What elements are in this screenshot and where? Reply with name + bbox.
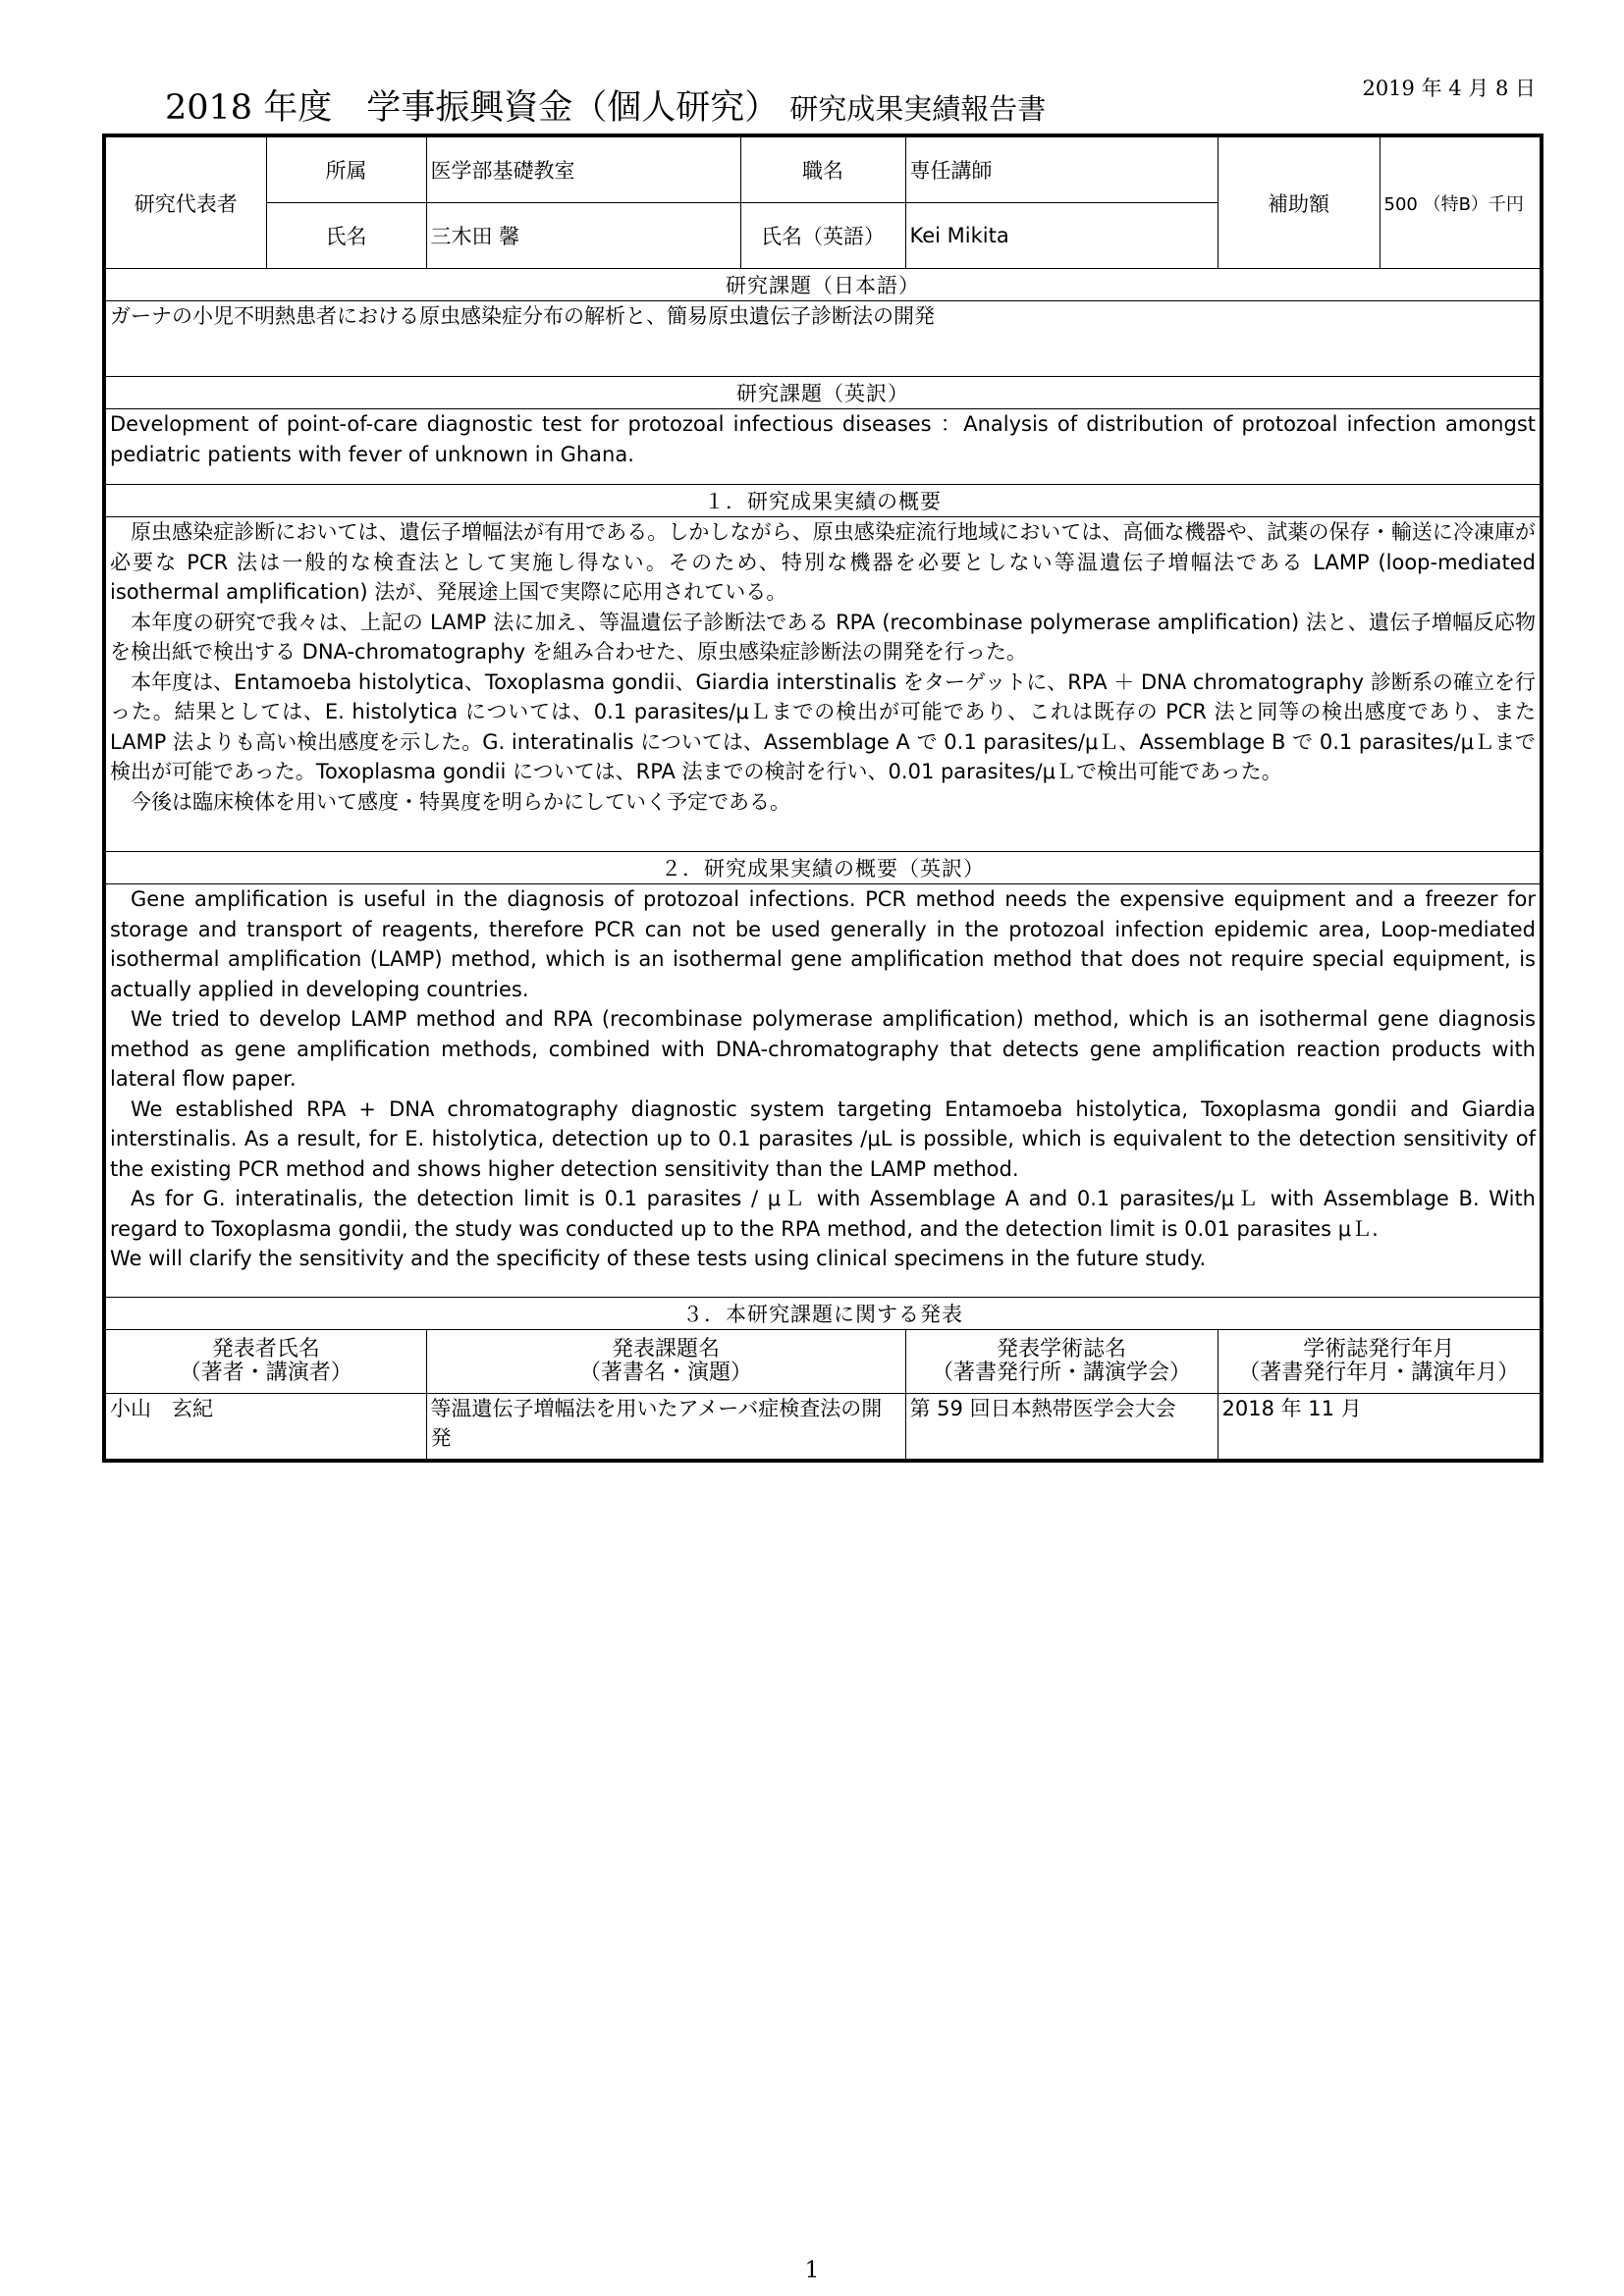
publications-title: ３．本研究課題に関する発表 [104,1298,1542,1330]
report-title-main: 2018 年度 学事振興資金（個人研究） [165,88,780,128]
summary-en-paragraph: Gene amplification is useful in the diagnosis of protozoal infections. PCR method needs the expensive equipment and a freezer for storage and transport of reagents, therefore PCR can not be used generally in the protozoal infection epidemic area, Loop-mediated isothermal amplification (LAMP) method, which is an isothermal gene amplification method that does not require special equipment, is actually applied in developing countries. [110,887,1536,1001]
page-number: 1 [804,2258,820,2283]
name-label: 氏名 [266,203,426,269]
summary-en-header-row [104,852,1542,884]
publication-row [104,1394,1542,1462]
summary-jp-body [104,517,1542,852]
grant-label: 補助額 [1218,135,1380,269]
pub-col-header-line: 発表学術誌名 [996,1337,1126,1362]
representative-row-1 [104,135,1542,203]
summary-en-title: ２．研究成果実績の概要（英訳） [104,852,1542,884]
pub-col-date [1218,1330,1542,1394]
name-en-value: Kei Mikita [905,203,1218,269]
pub-col-header-sub: （著書発行年月・講演年月） [1238,1361,1520,1385]
publications-header-row [104,1298,1542,1330]
pub-topic: 等温遺伝子増幅法を用いたアメーバ症検査法の開発 [426,1394,905,1462]
position-label: 職名 [740,135,905,203]
summary-en-body [104,884,1542,1298]
pub-col-header-line: 学術誌発行年月 [1303,1337,1455,1362]
pub-col-presenter [104,1330,426,1394]
report-title [165,80,1046,130]
summary-jp-paragraph: 今後は臨床検体を用いて感度・特異度を明らかにしていく予定である。 [131,789,790,814]
pub-col-topic [426,1330,905,1394]
summary-en-paragraph: We established RPA + DNA chromatography diagnostic system targeting Entamoeba histolytica, Toxoplasma gondii and Giardia interstinalis. As a result, for E. histolytica, detection up to 0.1 parasites /μL is possible, which is equivalent to the detection sensitivity of the existing PCR method and shows higher detection sensitivity than the LAMP method. [110,1096,1536,1181]
report-form-table [102,133,1543,1463]
publications-column-headers [104,1330,1542,1394]
pub-col-header-line: 発表課題名 [611,1337,720,1362]
position-value: 専任講師 [905,135,1218,203]
affiliation-label: 所属 [266,135,426,203]
topic-en-title: 研究課題（英訳） [104,377,1542,409]
summary-en-body-row [104,884,1542,1298]
pub-col-header-sub: （著書発行所・講演学会） [931,1361,1191,1385]
summary-jp-body-row [104,517,1542,852]
topic-jp-header-row [104,269,1542,301]
affiliation-value: 医学部基礎教室 [426,135,740,203]
topic-en-text: Development of point-of-care diagnostic test for protozoal infectious diseases ：Analysis of distribution of protozoal infection amongst pediatric patients with fever of unknown in Ghana. [104,409,1542,485]
topic-en-body-row [104,409,1542,485]
topic-jp-text: ガーナの小児不明熱患者における原虫感染症分布の解析と、簡易原虫遺伝子診断法の開発 [104,301,1542,377]
summary-jp-title: １．研究成果実績の概要 [104,485,1542,517]
summary-jp-paragraph: 本年度は、Entamoeba histolytica、Toxoplasma gondii、Giardia interstinalis をターゲットに、RPA ＋ DNA chromatography 診断系の確立を行った。結果としては、E. histolytica については、0.1 parasites/μＬまでの検出が可能であり、これは既存の PCR 法と同等の検出感度であり、また LAMP 法よりも高い検出感度を示した。G. interatinalis については、Assemblage A で 0.1 parasites/μＬ、Assemblage B で 0.1 parasites/μＬまで検出が可能であった。Toxoplasma gondii については、RPA 法までの検討を行い、0.01 parasites/μＬで検出可能であった。 [110,669,1536,783]
topic-jp-title: 研究課題（日本語） [104,269,1542,301]
name-value: 三木田 馨 [426,203,740,269]
grant-value: 500 （特B）千円 [1380,135,1542,269]
name-en-label: 氏名（英語） [740,203,905,269]
summary-en-paragraph: We will clarify the sensitivity and the specificity of these tests using clinical specimens in the future study. [110,1247,1207,1270]
report-date: 2019 年 4 月 8 日 [1362,77,1536,100]
pub-date: 2018 年 11 月 [1218,1394,1542,1462]
summary-en-paragraph: As for G. interatinalis, the detection limit is 0.1 parasites / μＬ with Assemblage A and 0.1 parasites/μＬ with Assemblage B. With regard to Toxoplasma gondii, the study was conducted up to the RPA method, and the detection limit is 0.01 parasites μＬ. [110,1187,1536,1241]
pub-col-header-sub: （著者・講演者） [179,1361,352,1385]
topic-en-header-row [104,377,1542,409]
report-title-sub: 研究成果実績報告書 [789,92,1047,126]
pub-presenter: 小山 玄紀 [104,1394,426,1462]
pub-col-header-sub: （著書名・演題） [578,1361,752,1385]
pub-journal: 第 59 回日本熱帯医学会大会 [905,1394,1218,1462]
pub-col-header-line: 発表者氏名 [211,1337,320,1362]
representative-label: 研究代表者 [104,135,266,269]
summary-jp-header-row [104,485,1542,517]
summary-jp-paragraph: 本年度の研究で我々は、上記の LAMP 法に加え、等温遺伝子診断法である RPA (recombinase polymerase amplification) 法と、遺伝子増幅反応物を検出紙で検出する DNA-chromatography を組み合わせた、原虫感染症診断法の開発を行った。 [110,610,1536,664]
topic-jp-body-row [104,301,1542,377]
summary-jp-paragraph: 原虫感染症診断においては、遺伝子増幅法が有用である。しかしながら、原虫感染症流行地域においては、高価な機器や、試薬の保存・輸送に冷凍庫が必要な PCR 法は一般的な検査法として実施し得ない。そのため、特別な機器を必要としない等温遺伝子増幅法である LAMP (loop-mediated isothermal amplification) 法が、発展途上国で実際に応用されている。 [110,520,1536,604]
pub-col-journal [905,1330,1218,1394]
summary-en-paragraph: We tried to develop LAMP method and RPA (recombinase polymerase amplification) method, which is an isothermal gene diagnosis method as gene amplification methods, combined with DNA-chromatography that detects gene amplification reaction products with lateral flow paper. [110,1007,1536,1091]
